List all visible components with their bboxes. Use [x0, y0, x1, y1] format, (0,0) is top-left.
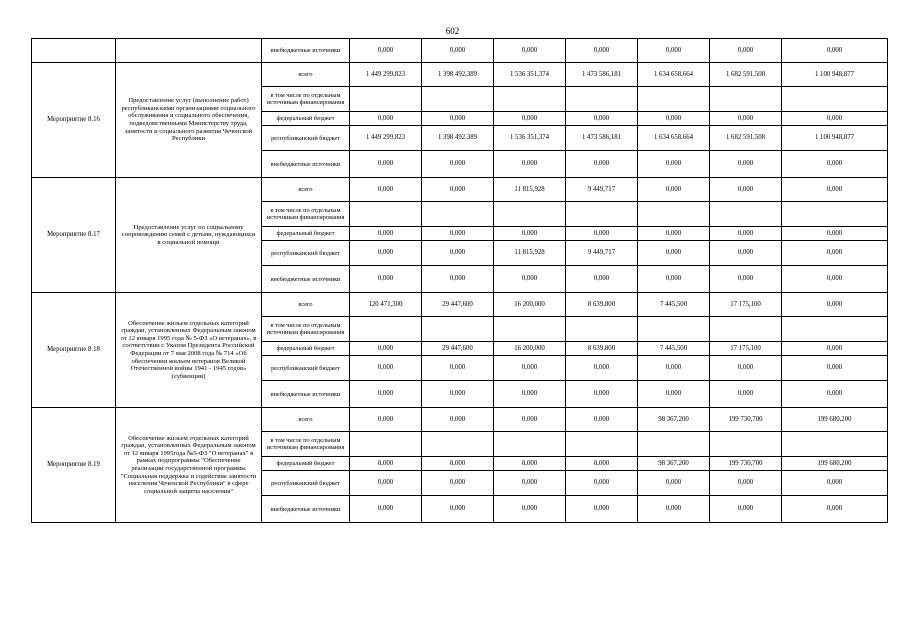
value-cell: 1 473 586,181 — [566, 126, 638, 151]
value-cell: 16 200,000 — [494, 293, 566, 317]
value-cell: 0,000 — [638, 496, 710, 523]
value-cell: 17 175,100 — [710, 293, 782, 317]
value-cell — [494, 202, 566, 227]
value-cell: 0,000 — [638, 241, 710, 266]
value-cell: 1 100 948,877 — [782, 126, 888, 151]
value-cell: 0,000 — [566, 151, 638, 178]
value-cell — [494, 87, 566, 112]
event-description-cell: Обеспечение жильем отдельных категорий граждан, установленных Федеральным законом от 12 января 1995 года № 5-ФЗ «О ветеранах», в соответствии с Указом Президента Российской Федерации от 7 мая 2008 года № 714 «Об обеспечении жильем ветеранов Великой Отечественной войны 1941 - 1945 годов» (субвенции) — [116, 293, 262, 408]
value-cell: 0,000 — [494, 496, 566, 523]
value-cell: 0,000 — [566, 381, 638, 408]
funding-source-cell: республиканский бюджет — [262, 126, 350, 151]
value-cell: 1 634 658,664 — [638, 63, 710, 87]
funding-source-cell: федеральный бюджет — [262, 342, 350, 356]
value-cell: 0,000 — [782, 293, 888, 317]
value-cell: 0,000 — [350, 471, 422, 496]
value-cell: 0,000 — [710, 381, 782, 408]
value-cell: 0,000 — [422, 381, 494, 408]
value-cell: 0,000 — [422, 408, 494, 432]
value-cell: 0,000 — [710, 227, 782, 241]
value-cell: 1 536 351,374 — [494, 63, 566, 87]
funding-source-cell: республиканский бюджет — [262, 471, 350, 496]
value-cell: 0,000 — [782, 151, 888, 178]
value-cell: 0,000 — [350, 178, 422, 202]
value-cell: 0,000 — [782, 39, 888, 63]
funding-source-cell: внебюджетные источники — [262, 266, 350, 293]
value-cell: 0,000 — [350, 496, 422, 523]
value-cell — [710, 432, 782, 457]
value-cell: 1 634 658,664 — [638, 126, 710, 151]
value-cell — [422, 432, 494, 457]
value-cell — [782, 87, 888, 112]
value-cell: 199 730,700 — [710, 457, 782, 471]
value-cell: 11 815,928 — [494, 178, 566, 202]
value-cell: 0,000 — [422, 151, 494, 178]
value-cell: 7 445,500 — [638, 342, 710, 356]
value-cell: 0,000 — [494, 112, 566, 126]
funding-source-cell: республиканский бюджет — [262, 241, 350, 266]
value-cell: 0,000 — [710, 178, 782, 202]
value-cell: 1 449 299,823 — [350, 126, 422, 151]
funding-source-cell: всего — [262, 63, 350, 87]
funding-source-cell: республиканский бюджет — [262, 356, 350, 381]
table-row — [32, 178, 888, 202]
value-cell: 1 100 948,877 — [782, 63, 888, 87]
value-cell: 0,000 — [638, 178, 710, 202]
value-cell: 0,000 — [638, 227, 710, 241]
value-cell: 0,000 — [782, 342, 888, 356]
event-name-cell: Мероприятие 8.17 — [32, 178, 116, 293]
value-cell: 9 449,717 — [566, 241, 638, 266]
value-cell — [494, 317, 566, 342]
value-cell — [566, 87, 638, 112]
event-description-cell — [116, 39, 262, 63]
value-cell: 29 447,600 — [422, 293, 494, 317]
value-cell — [638, 317, 710, 342]
value-cell: 0,000 — [494, 39, 566, 63]
value-cell: 0,000 — [350, 39, 422, 63]
continuation-row — [32, 39, 888, 63]
value-cell: 0,000 — [422, 227, 494, 241]
value-cell: 29 447,600 — [422, 342, 494, 356]
funding-source-cell: внебюджетные источники — [262, 39, 350, 63]
value-cell: 0,000 — [350, 227, 422, 241]
value-cell: 0,000 — [638, 381, 710, 408]
value-cell: 16 200,000 — [494, 342, 566, 356]
funding-source-cell: всего — [262, 293, 350, 317]
funding-source-cell: в том числе по отдельным источникам финансирования — [262, 202, 350, 227]
value-cell — [782, 202, 888, 227]
value-cell: 120 471,300 — [350, 293, 422, 317]
value-cell: 0,000 — [638, 356, 710, 381]
value-cell: 0,000 — [422, 356, 494, 381]
value-cell — [782, 432, 888, 457]
value-cell — [710, 317, 782, 342]
value-cell — [350, 202, 422, 227]
value-cell: 0,000 — [422, 471, 494, 496]
value-cell: 0,000 — [566, 457, 638, 471]
value-cell — [710, 202, 782, 227]
value-cell: 0,000 — [566, 266, 638, 293]
value-cell: 0,000 — [350, 266, 422, 293]
value-cell — [638, 87, 710, 112]
value-cell: 0,000 — [350, 356, 422, 381]
value-cell: 0,000 — [566, 356, 638, 381]
event-description-cell: Предоставление услуг по социальному сопровождению семей с детьми, нуждающихся в социальной помощи — [116, 178, 262, 293]
value-cell: 0,000 — [566, 496, 638, 523]
budget-table — [31, 38, 888, 523]
funding-source-cell: всего — [262, 408, 350, 432]
value-cell: 0,000 — [710, 39, 782, 63]
value-cell — [350, 432, 422, 457]
value-cell: 0,000 — [422, 178, 494, 202]
funding-source-cell: в том числе по отдельным источникам финансирования — [262, 87, 350, 112]
funding-source-cell: федеральный бюджет — [262, 227, 350, 241]
event-name-cell: Мероприятие 8.16 — [32, 63, 116, 178]
value-cell: 0,000 — [494, 471, 566, 496]
value-cell: 0,000 — [638, 39, 710, 63]
value-cell: 0,000 — [638, 151, 710, 178]
table-row — [32, 408, 888, 432]
value-cell: 0,000 — [782, 266, 888, 293]
value-cell: 0,000 — [638, 112, 710, 126]
value-cell: 1 682 591,508 — [710, 126, 782, 151]
value-cell: 1 682 591,508 — [710, 63, 782, 87]
value-cell: 1 398 492,389 — [422, 63, 494, 87]
value-cell: 0,000 — [566, 112, 638, 126]
value-cell: 0,000 — [782, 356, 888, 381]
value-cell — [638, 202, 710, 227]
value-cell — [566, 202, 638, 227]
value-cell: 0,000 — [350, 342, 422, 356]
value-cell: 0,000 — [494, 266, 566, 293]
value-cell: 0,000 — [350, 241, 422, 266]
value-cell — [350, 87, 422, 112]
value-cell — [638, 432, 710, 457]
funding-source-cell: внебюджетные источники — [262, 381, 350, 408]
value-cell: 199 680,200 — [782, 457, 888, 471]
value-cell: 17 175,100 — [710, 342, 782, 356]
value-cell: 0,000 — [710, 151, 782, 178]
value-cell: 0,000 — [782, 471, 888, 496]
value-cell — [782, 317, 888, 342]
funding-source-cell: внебюджетные источники — [262, 151, 350, 178]
funding-source-cell: федеральный бюджет — [262, 112, 350, 126]
table-row — [32, 293, 888, 317]
value-cell: 1 536 351,374 — [494, 126, 566, 151]
value-cell: 199 680,200 — [782, 408, 888, 432]
value-cell: 1 398 492,389 — [422, 126, 494, 151]
table-body — [32, 39, 888, 523]
value-cell: 1 449 299,823 — [350, 63, 422, 87]
value-cell: 0,000 — [710, 496, 782, 523]
funding-source-cell: федеральный бюджет — [262, 457, 350, 471]
value-cell: 98 367,200 — [638, 457, 710, 471]
value-cell: 0,000 — [782, 241, 888, 266]
value-cell: 8 639,800 — [566, 293, 638, 317]
funding-source-cell: в том числе по отдельным источникам финансирования — [262, 317, 350, 342]
value-cell: 98 367,200 — [638, 408, 710, 432]
value-cell: 0,000 — [494, 227, 566, 241]
event-name-cell: Мероприятие 8.18 — [32, 293, 116, 408]
event-name-cell: Мероприятие 8.19 — [32, 408, 116, 523]
value-cell: 0,000 — [422, 39, 494, 63]
value-cell: 0,000 — [422, 457, 494, 471]
value-cell: 0,000 — [710, 356, 782, 381]
value-cell: 0,000 — [566, 227, 638, 241]
value-cell: 0,000 — [350, 457, 422, 471]
value-cell: 0,000 — [566, 39, 638, 63]
value-cell: 0,000 — [494, 381, 566, 408]
funding-source-cell: всего — [262, 178, 350, 202]
value-cell: 0,000 — [350, 381, 422, 408]
table-row — [32, 63, 888, 87]
value-cell: 0,000 — [710, 112, 782, 126]
value-cell: 1 473 586,181 — [566, 63, 638, 87]
value-cell: 0,000 — [494, 408, 566, 432]
value-cell: 199 730,700 — [710, 408, 782, 432]
value-cell: 0,000 — [782, 381, 888, 408]
value-cell — [494, 432, 566, 457]
value-cell: 8 639,800 — [566, 342, 638, 356]
value-cell — [422, 317, 494, 342]
value-cell: 0,000 — [494, 356, 566, 381]
event-description-cell: Обеспечение жильем отдельных категорий граждан, установленных Федеральным законом от 12 января 1995года №5-ФЗ "О ветеранах" в рамках подпрограммы "Обеспечение реализации государственной программы "Социальная поддержка и содействие занятости населения Чеченской Республики" в сфере социальной защиты населения" — [116, 408, 262, 523]
value-cell: 0,000 — [782, 227, 888, 241]
value-cell: 0,000 — [566, 471, 638, 496]
value-cell: 0,000 — [422, 496, 494, 523]
value-cell: 0,000 — [422, 112, 494, 126]
page-number: 602 — [445, 26, 460, 36]
value-cell: 0,000 — [710, 471, 782, 496]
value-cell: 11 815,928 — [494, 241, 566, 266]
value-cell: 0,000 — [638, 266, 710, 293]
funding-source-cell: в том числе по отдельным источникам финансирования — [262, 432, 350, 457]
value-cell: 9 449,717 — [566, 178, 638, 202]
value-cell: 0,000 — [710, 241, 782, 266]
value-cell: 0,000 — [422, 266, 494, 293]
value-cell: 0,000 — [782, 496, 888, 523]
value-cell: 0,000 — [782, 112, 888, 126]
value-cell: 0,000 — [566, 408, 638, 432]
value-cell: 0,000 — [638, 471, 710, 496]
value-cell: 0,000 — [710, 266, 782, 293]
value-cell: 0,000 — [494, 151, 566, 178]
value-cell — [566, 317, 638, 342]
value-cell — [566, 432, 638, 457]
funding-source-cell: внебюджетные источники — [262, 496, 350, 523]
value-cell — [710, 87, 782, 112]
value-cell: 0,000 — [494, 457, 566, 471]
value-cell: 0,000 — [782, 178, 888, 202]
value-cell: 0,000 — [350, 151, 422, 178]
value-cell — [350, 317, 422, 342]
value-cell: 0,000 — [350, 408, 422, 432]
value-cell: 0,000 — [422, 241, 494, 266]
value-cell — [422, 87, 494, 112]
value-cell: 0,000 — [350, 112, 422, 126]
value-cell: 7 445,500 — [638, 293, 710, 317]
value-cell — [422, 202, 494, 227]
event-name-cell — [32, 39, 116, 63]
event-description-cell: Предоставление услуг (выполнение работ) республиканскими организациями социального обслуживания и социального обеспечения, подведомственными Министерству труда, занятости и социального развития Чеченской Республики — [116, 63, 262, 178]
